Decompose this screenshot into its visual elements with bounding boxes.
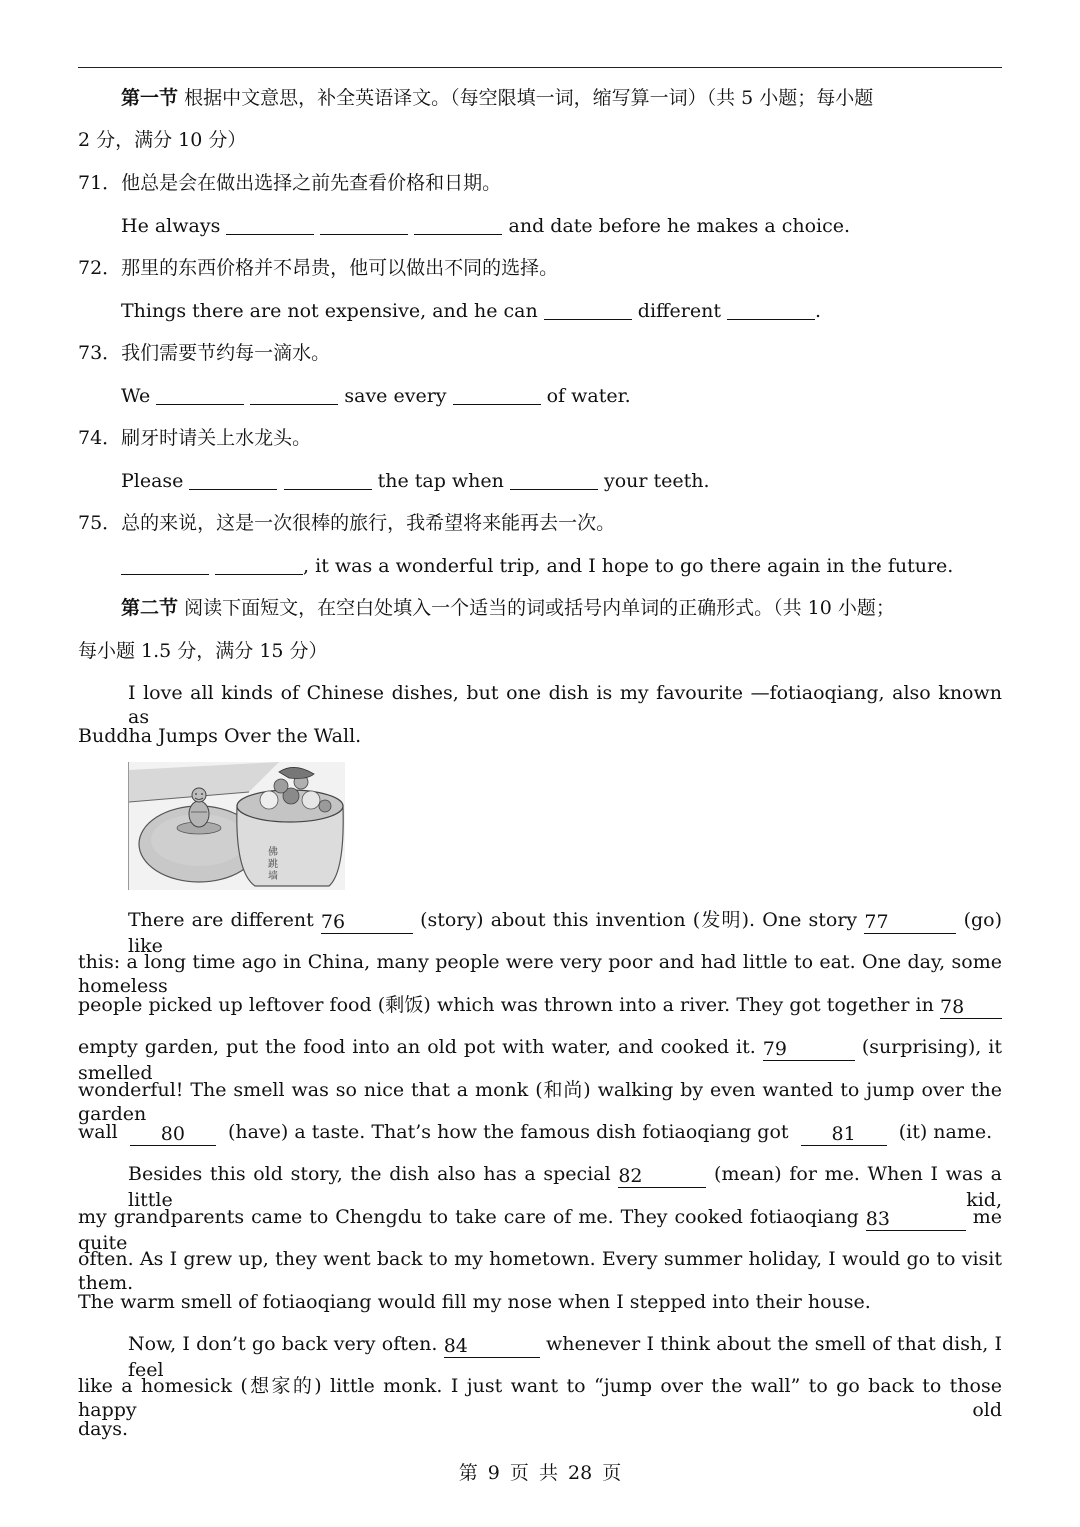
section2-instruction-line1: [121, 596, 1002, 620]
question-75-en: , it was a wonderful trip, and I hope to go there again in the future.: [121, 554, 1002, 578]
passage-p3-line3: days.: [78, 1418, 129, 1440]
passage-p3-line1: Now, I don’t go back very often. 84 whenever I think about the smell of that dish, I feel: [128, 1333, 1003, 1381]
passage-intro-line2: Buddha Jumps Over the Wall.: [78, 725, 362, 747]
answer-blank[interactable]: [121, 554, 209, 575]
passage-p1-line1: There are different 76 (story) about this invention (发明). One story 77 (go) like: [128, 909, 1003, 957]
top-rule: [78, 67, 1002, 68]
section2-instruction-line2: 每小题 1.5 分，满分 15 分）: [78, 640, 328, 662]
question-74-en: Please the tap when your teeth.: [121, 470, 710, 492]
answer-blank-77[interactable]: 77: [864, 911, 956, 934]
section2-instruction: 阅读下面短文，在空白处填入一个适当的词或括号内单词的正确形式。（共 10 小题；: [184, 597, 895, 619]
jar-label: 佛跳墙: [265, 846, 277, 882]
answer-blank[interactable]: [544, 299, 632, 320]
answer-blank[interactable]: [156, 384, 244, 405]
question-73-cn: 73．我们需要节约每一滴水。: [78, 342, 331, 364]
answer-blank[interactable]: [250, 384, 338, 405]
question-72-en: Things there are not expensive, and he can different .: [121, 300, 822, 322]
answer-blank-81[interactable]: 81: [801, 1123, 887, 1146]
question-73-en: We save every of water.: [121, 385, 631, 407]
fotiaoqiang-illustration: [128, 762, 345, 890]
passage-p3-line2: like a homesick (想家的) little monk. I just want to “jump over the wall” to go back to those happy old: [78, 1375, 1002, 1421]
answer-blank[interactable]: [510, 469, 598, 490]
answer-blank-83[interactable]: 83: [866, 1208, 966, 1231]
answer-blank-78[interactable]: 78: [940, 996, 1002, 1019]
passage-p1-line6: wall 80 (have) a taste. That’s how the famous dish fotiaoqiang got 81 (it) name.: [78, 1121, 993, 1145]
question-72-cn: 72．那里的东西价格并不昂贵，他可以做出不同的选择。: [78, 257, 559, 279]
question-74-cn: 74．刷牙时请关上水龙头。: [78, 427, 312, 449]
section1-instruction-line2: 2 分，满分 10 分）: [78, 129, 247, 151]
answer-blank[interactable]: [284, 469, 372, 490]
answer-blank[interactable]: [215, 554, 303, 575]
section1-instruction: 根据中文意思，补全英语译文。（每空限填一词，缩写算一词）（共 5 小题；每小题: [184, 87, 874, 109]
passage-p1-line5: wonderful! The smell was so nice that a monk (和尚) walking by even wanted to jump over the garden: [78, 1079, 1002, 1125]
answer-blank-80[interactable]: 80: [130, 1123, 216, 1146]
question-75-cn: 75．总的来说，这是一次很棒的旅行，我希望将来能再去一次。: [78, 512, 616, 534]
passage-p1-line3: people picked up leftover food (剩饭) which was thrown into a river. They got together in 78: [78, 993, 1002, 1019]
passage-intro-line1: I love all kinds of Chinese dishes, but one dish is my favourite —fotiaoqiang, also known as: [128, 682, 1002, 728]
answer-blank[interactable]: [727, 299, 815, 320]
section1-heading: 第一节: [121, 87, 179, 109]
answer-blank[interactable]: [226, 214, 314, 235]
passage-p2-line3: often. As I grew up, they went back to my hometown. Every summer holiday, I would go to visit them.: [78, 1248, 1002, 1294]
question-71-en: He always and date before he makes a choice.: [121, 215, 851, 237]
answer-blank[interactable]: [453, 384, 541, 405]
passage-p2-line2: my grandparents came to Chengdu to take care of me. They cooked fotiaoqiang 83 me quite: [78, 1206, 1002, 1254]
answer-blank-82[interactable]: 82: [618, 1165, 706, 1188]
answer-blank-84[interactable]: 84: [444, 1335, 540, 1358]
answer-blank[interactable]: [320, 214, 408, 235]
answer-blank-79[interactable]: 79: [763, 1038, 855, 1061]
question-71-cn: 71．他总是会在做出选择之前先查看价格和日期。: [78, 172, 502, 194]
answer-blank-76[interactable]: 76: [321, 911, 413, 934]
section2-heading: 第二节: [121, 597, 179, 619]
passage-p1-line2: this: a long time ago in China, many people were very poor and had little to eat. One day, some homeless: [78, 951, 1002, 997]
answer-blank[interactable]: [189, 469, 277, 490]
passage-p2-line4: The warm smell of fotiaoqiang would fill my nose when I stepped into their house.: [78, 1291, 871, 1313]
answer-blank[interactable]: [414, 214, 502, 235]
fotiaoqiang-illustration-svg: [129, 762, 345, 890]
passage-p2-line1: Besides this old story, the dish also has a special 82 (mean) for me. When I was a little kid,: [128, 1163, 1002, 1211]
passage-p1-line4: empty garden, put the food into an old pot with water, and cooked it. 79 (surprising), it smelled: [78, 1036, 1003, 1084]
section1-instruction-line1: [121, 86, 1002, 110]
page-number: 第 9 页 共 28 页: [458, 1462, 622, 1484]
